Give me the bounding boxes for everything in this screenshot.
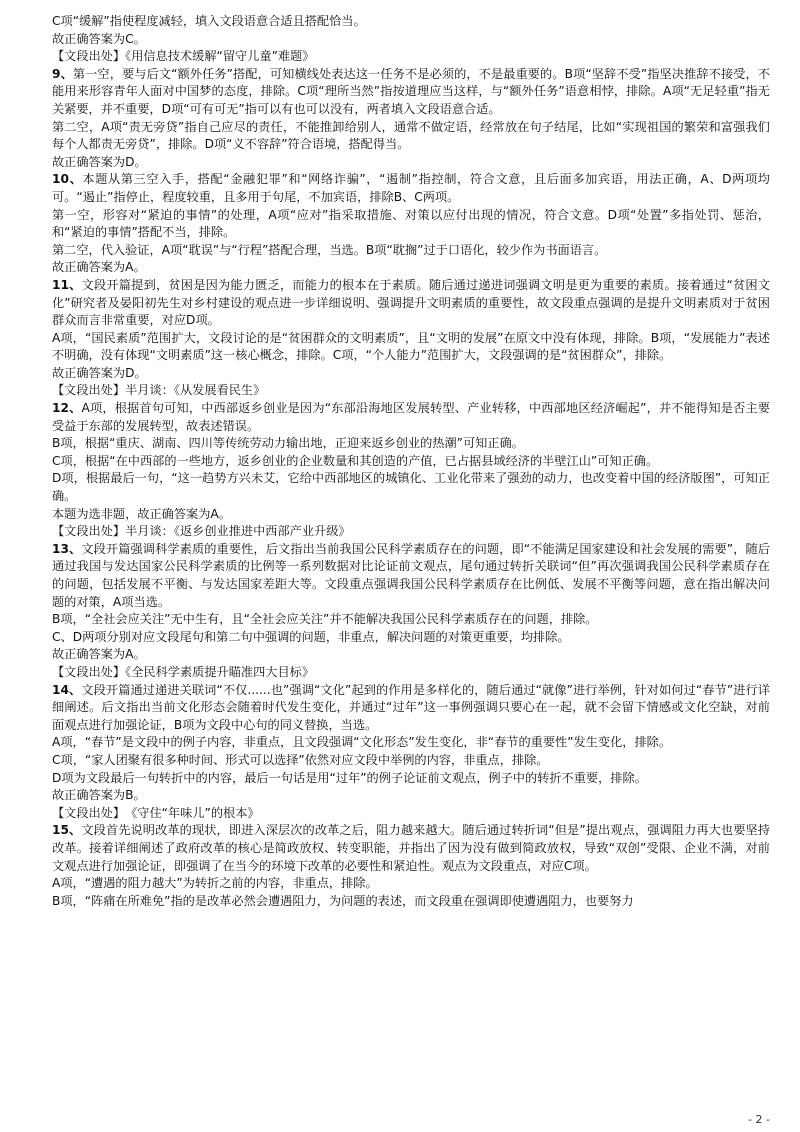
document-body — [52, 13, 770, 910]
page-number: - 2 - — [748, 1113, 770, 1126]
paragraph: A项，“春节”是文段中的例子内容，非重点，且文段强调“文化形态”发生变化，非“春节的重要性”发生变化，排除。 — [52, 735, 672, 750]
source-citation: 【文段出处】 《守住“年味儿”的根本》 — [52, 805, 260, 820]
paragraph: 故正确答案为C。 — [52, 31, 146, 46]
question-explanation — [52, 66, 770, 119]
source-citation: 【文段出处】半月谈：《从发展看民生》 — [52, 383, 266, 398]
explanation-text: A项，根据首句可知，中西部返乡创业是因为“东部沿海地区发展转型、产业转移，中西部地区经济崛起”，并不能得知是否主要受益于东部的发展转型，故表述错误。 — [52, 401, 770, 433]
explanation-text: 文段首先说明改革的现状，即进入深层次的改革之后，阻力越来越大。随后通过转折词“但是”提出观点，强调阻力再大也要坚持改革。接着详细阐述了政府改革的核心是简政放权、转变职能，并指出了因为没有做到简政放权，导致“双创”受限、企业不满，对前文观点进行加强论证，即强调了在当今的环境下改革的必要性和紧迫性。观点为文段重点，对应C项。 — [52, 823, 770, 873]
question-explanation — [52, 822, 770, 875]
question-number: 9、 — [52, 66, 73, 81]
paragraph: D项为文段最后一句转折中的内容，最后一句话是用“过年”的例子论证前文观点，例子中的转折不重要，排除。 — [52, 770, 647, 785]
paragraph: 本题为选非题，故正确答案为A。 — [52, 506, 231, 521]
paragraph: 故正确答案为A。 — [52, 647, 146, 662]
paragraph: B项，“全社会应关注”无中生有，且“全社会应关注”并不能解决我国公民科学素质存在的问题，排除。 — [52, 612, 598, 627]
question-number: 12、 — [52, 401, 82, 416]
paragraph: 第二空，A项“责无旁贷”指自己应尽的责任，不能推卸给别人，通常不做定语，经常放在句子结尾，比如“实现祖国的繁荣和富强我们每个人都责无旁贷”，排除。D项“义不容辞”符合语境，搭配得当。 — [52, 119, 770, 152]
source-citation: 【文段出处】半月谈：《返乡创业推进中西部产业升级》 — [52, 524, 351, 539]
paragraph: D项，根据最后一句，“这一趋势方兴未艾，它给中西部地区的城镇化、工业化带来了强劲的动力，也改变着中国的经济版图”，可知正确。 — [52, 471, 770, 504]
explanation-text: 文段开篇通过递进关联词“不仅......也”强调“文化”起到的作用是多样化的，随后通过“就像”进行举例，针对如何过“春节”进行详细阐述。后文指出当前文化形态会随着时代发生变化，并通过“过年”这一事例强调只要心在一起，就不会留下情感或文化空缺，对前面观点进行加强论证，B项为文段中心句的同义替换，当选。 — [52, 682, 770, 732]
question-number: 13、 — [52, 541, 82, 556]
paragraph: 故正确答案为D。 — [52, 365, 147, 380]
paragraph: C、D两项分别对应文段尾句和第二句中强调的问题，非重点，解决问题的对策更重要，均排除。 — [52, 629, 570, 644]
paragraph: 故正确答案为A。 — [52, 260, 146, 275]
explanation-text: 文段开篇强调科学素质的重要性，后文指出当前我国公民科学素质存在的问题，即“不能满足国家建设和社会发展的需要”，随后通过我国与发达国家公民科学素质的比例等一系列数据对比论证前文观点，尾句通过转折关联词“但”再次强调我国公民科学素质存在的问题，包括发展不平衡、与发达国家差距大等。文段重点强调我国公民科学素质存在比例低、发展不平衡等问题，意在指出解决问题的对策，A项当选。 — [52, 541, 770, 609]
paragraph: A项，“遭遇的阻力越大”为转折之前的内容，非重点，排除。 — [52, 876, 378, 891]
question-explanation — [52, 400, 770, 435]
explanation-text: 本题从第三空入手，搭配“金融犯罪”和“网络诈骗”，“遏制”指控制，符合文意，且后面多加宾语，用法正确，A、D两项均可。“遏止”指停止，程度较重，且多用于句尾，不加宾语，排除B、C两项。 — [52, 172, 770, 204]
source-citation: 【文段出处】《用信息技术缓解“留守儿童”难题》 — [52, 49, 315, 64]
question-explanation — [52, 541, 770, 611]
question-number: 10、 — [52, 172, 83, 187]
paragraph: C项，根据“在中西部的一些地方，返乡创业的企业数量和其创造的产值，已占据县域经济的半壁江山”可知正确。 — [52, 453, 659, 468]
question-explanation — [52, 682, 770, 735]
paragraph: 故正确答案为D。 — [52, 154, 147, 169]
paragraph: 第二空，代入验证，A项“耽误”与“行程”搭配合理，当选。B项“耽搁”过于口语化，较少作为书面语言。 — [52, 242, 607, 257]
paragraph: C项，“家人团聚有很多种时间、形式可以选择”依然对应文段中举例的内容，非重点，排除。 — [52, 752, 549, 767]
question-explanation — [52, 277, 770, 330]
question-number: 15、 — [52, 823, 82, 838]
question-explanation — [52, 171, 770, 206]
explanation-text: 第一空，要与后文“额外任务”搭配，可知横线处表达这一任务不是必须的，不是最重要的。B项“坚辞不受”指坚决推辞不接受，不能用来形容青年人面对中国梦的态度，排除。C项“理所当然”指按道理应当这样，与“额外任务”语意相悖，排除。A项“无足轻重”指无关紧要，并不重要，D项“可有可无”指可以有也可以没有，两者填入文段语意合适。 — [52, 66, 770, 116]
paragraph: 第一空，形容对“紧迫的事情”的处理，A项“应对”指采取措施、对策以应付出现的情况，符合文意。D项“处置”多指处罚、惩治，和“紧迫的事情”搭配不当，排除。 — [52, 207, 770, 240]
paragraph: C项“缓解”指使程度减轻，填入文段语意合适且搭配恰当。 — [52, 14, 366, 28]
paragraph: B项，“阵痛在所难免”指的是改革必然会遭遇阻力，为问题的表述，而文段重在强调即使遭遇阻力，也要努力 — [52, 893, 634, 908]
paragraph: A项，“国民素质”范围扩大，文段讨论的是“贫困群众的文明素质”，且“文明的发展”在原文中没有体现，排除。B项，“发展能力”表述不明确，没有体现“文明素质”这一核心概念，排除。C项，“个人能力”范围扩大，文段强调的是“贫困群众”，排除。 — [52, 330, 770, 363]
paragraph: 故正确答案为B。 — [52, 788, 146, 803]
question-number: 11、 — [52, 277, 82, 292]
source-citation: 【文段出处】《全民科学素质提升瞄准四大目标》 — [52, 664, 315, 679]
explanation-text: 文段开篇提到，贫困是因为能力匮乏，而能力的根本在于素质。随后通过递进词强调文明是更为重要的素质。接着通过“贫困文化”研究者及晏阳初先生对乡村建设的观点进一步详细说明、强调提升文明素质的重要性，故文段重点强调的是提升文明素质对于贫困群众而言非常重要，对应D项。 — [52, 277, 770, 328]
question-number: 14、 — [52, 682, 82, 697]
paragraph: B项，根据“重庆、湖南、四川等传统劳动力输出地，正迎来返乡创业的热潮”可知正确。 — [52, 436, 524, 451]
